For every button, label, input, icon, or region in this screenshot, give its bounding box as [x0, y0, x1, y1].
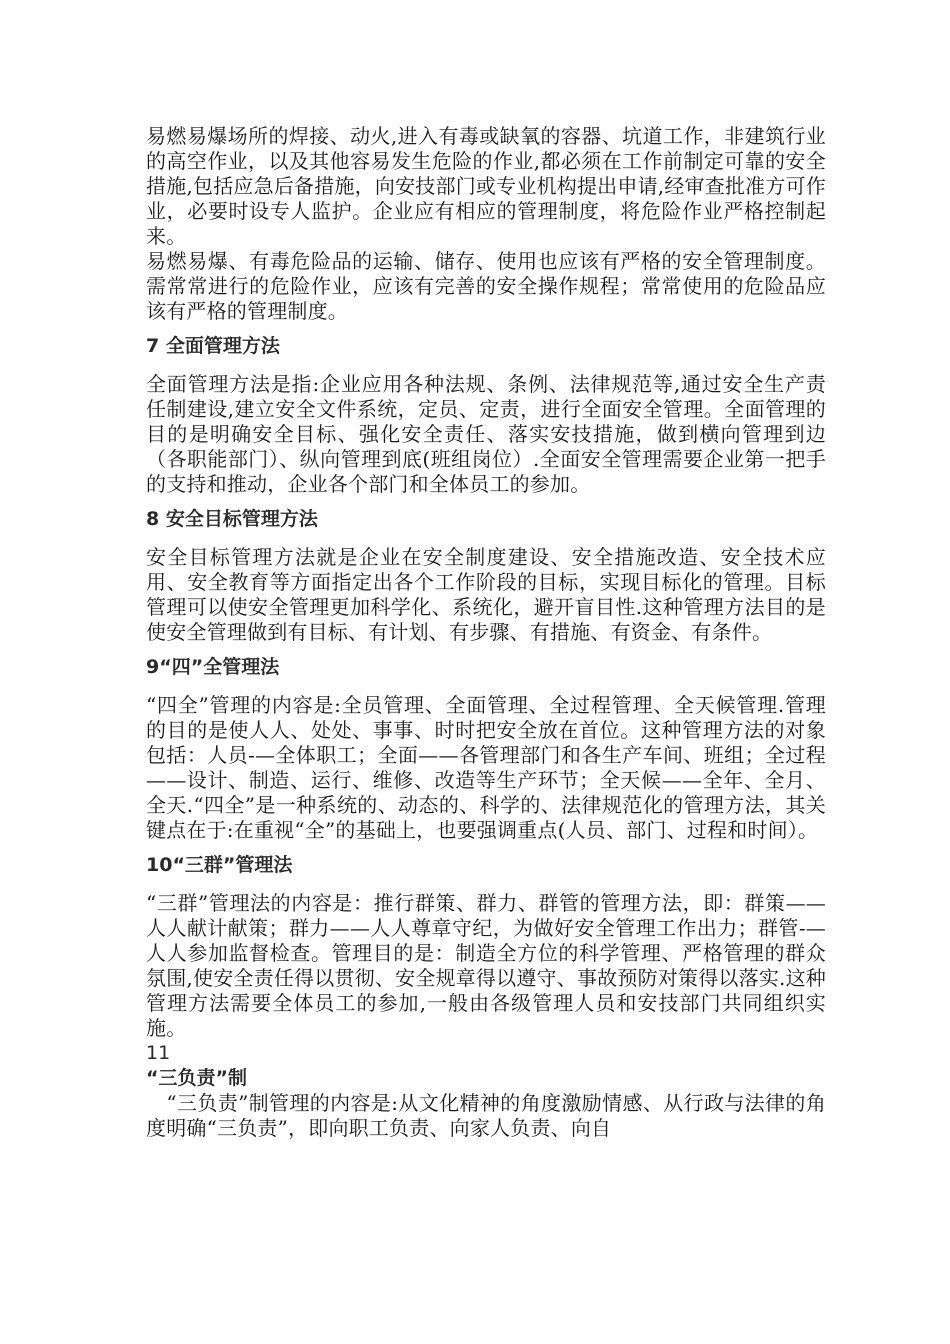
heading-section-8: 8 安全目标管理方法: [146, 508, 318, 530]
paragraph-section-10: “三群”管理法的内容是：推行群策、群力、群管的管理方法，即：群策——人人献计献策；群力——人人尊章守纪，为做好安全管理工作出力；群管-—人人参加监督检查。管理目的是：制造全方位的科学管理、严格管理的群众氛围,使安全责任得以贯彻、安全规章得以遵守、事故预防对策得以落实.这种管理方法需要全体员工的参加,一般由各级管理人员和安技部门共同组织实施。: [146, 891, 826, 1040]
heading-section-11-title: “三负责”制: [146, 1067, 247, 1089]
paragraph-section-11: “三负责”制管理的内容是:从文化精神的角度激励情感、从行政与法律的角度明确“三负责”，即向职工负责、向家人负责、向自: [146, 1091, 826, 1140]
paragraph-hazardous-materials: 易燃易爆、有毒危险品的运输、储存、使用也应该有严格的安全管理制度。需常常进行的危险作业，应该有完善的安全操作规程；常常使用的危险品应该有严格的管理制度。: [146, 249, 826, 323]
heading-section-10: 10“三群”管理法: [146, 854, 293, 876]
paragraph-hazardous-operations: 易燃易爆场所的焊接、动火,进入有毒或缺氧的容器、坑道工作，非建筑行业的高空作业，以及其他容易发生危险的作业,都必须在工作前制定可靠的安全措施,包括应急后备措施，向安技部门或专业机构提出申请,经审查批准方可作业，必要时设专人监护。企业应有相应的管理制度，将危险作业严格控制起来。: [146, 124, 826, 248]
heading-section-7: 7 全面管理方法: [146, 335, 280, 357]
heading-section-11-number: 11: [146, 1042, 171, 1064]
paragraph-section-9: “四全”管理的内容是:全员管理、全面管理、全过程管理、全天候管理.管理的目的是使人人、处处、事事、时时把安全放在首位。这种管理方法的对象包括：人员-—全体职工；全面——各管理部门和各生产车间、班组；全过程——设计、制造、运行、维修、改造等生产环节；全天候——全年、全月、全天.“四全”是一种系统的、动态的、科学的、法律规范化的管理方法，其关键点在于:在重视“全”的基础上，也要强调重点(人员、部门、过程和时间）。: [146, 693, 826, 842]
heading-section-9: 9“四”全管理法: [146, 656, 280, 678]
paragraph-section-8: 安全目标管理方法就是企业在安全制度建设、安全措施改造、安全技术应用、安全教育等方面指定出各个工作阶段的目标，实现目标化的管理。目标管理可以使安全管理更加科学化、系统化，避开盲目性.这种管理方法目的是使安全管理做到有目标、有计划、有步骤、有措施、有资金、有条件。: [146, 545, 826, 644]
document-page: [146, 124, 826, 1141]
paragraph-section-7: 全面管理方法是指:企业应用各种法规、条例、法律规范等,通过安全生产责任制建设,建立安全文件系统，定员、定责，进行全面安全管理。全面管理的目的是明确安全目标、强化安全责任、落实安技措施，做到横向管理到边（各职能部门）、纵向管理到底(班组岗位）.全面安全管理需要企业第一把手的支持和推动，企业各个部门和全体员工的参加。: [146, 372, 826, 496]
